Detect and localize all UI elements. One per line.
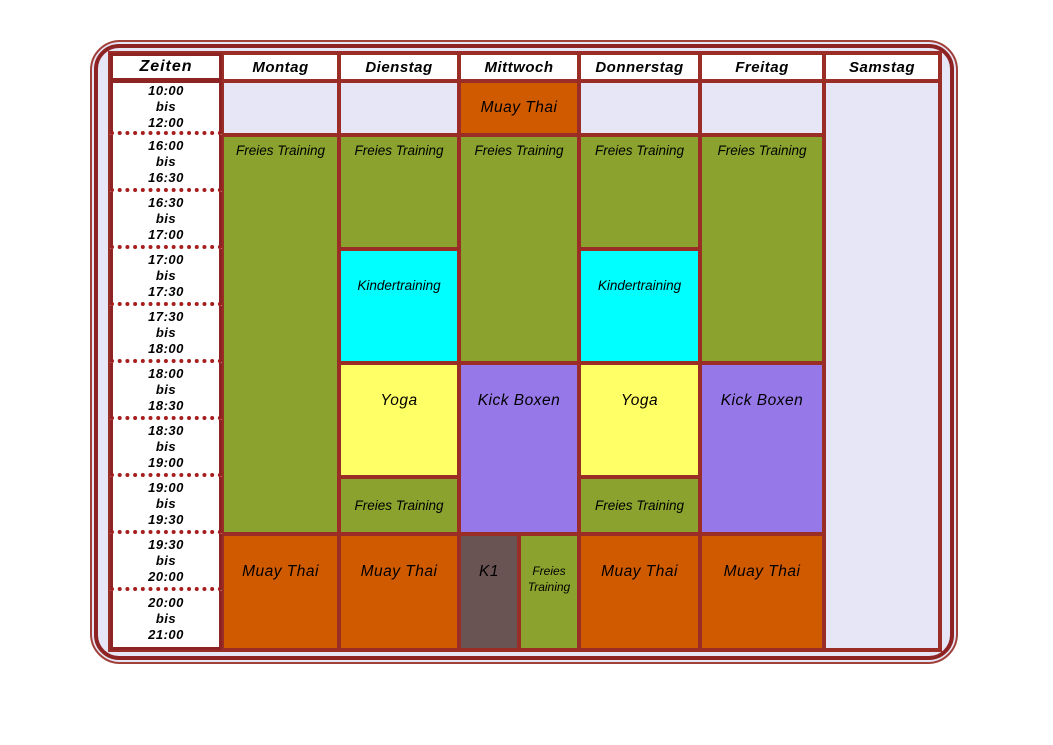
event-label: Muay Thai xyxy=(723,563,801,580)
event-yoga-donnerstag-r7 xyxy=(579,363,700,477)
event-muay-thai-donnerstag-r10 xyxy=(579,534,700,650)
event-label: Muay Thai xyxy=(601,563,678,580)
empty-cell-samstag-column xyxy=(824,81,940,650)
event-freies-training-dienstag-r3 xyxy=(339,135,459,249)
time-column-header: Zeiten xyxy=(110,53,222,81)
event-label: Muay Thai xyxy=(360,563,438,580)
time-slot-7-separator: bis xyxy=(155,495,177,511)
time-slot-5-end: 18:30 xyxy=(148,397,184,413)
event-label: Freies Training xyxy=(717,143,807,158)
time-slot-8 xyxy=(110,534,222,591)
time-slot-0 xyxy=(110,81,222,135)
time-slot-6 xyxy=(110,420,222,477)
event-label: Kick Boxen xyxy=(720,392,804,409)
time-slot-5-start: 18:00 xyxy=(148,365,184,381)
day-header-dienstag: Dienstag xyxy=(339,53,459,81)
day-header-samstag: Samstag xyxy=(824,53,940,81)
time-slot-4 xyxy=(110,306,222,363)
event-yoga-dienstag-r7 xyxy=(339,363,459,477)
event-label: Kindertraining xyxy=(357,278,441,293)
time-slot-5-separator: bis xyxy=(155,381,177,397)
time-slot-6-separator: bis xyxy=(155,438,177,454)
event-label: Freies Training xyxy=(474,143,564,158)
weekly-schedule-table xyxy=(108,51,942,652)
time-slot-1-separator: bis xyxy=(155,153,177,169)
event-kick-boxen-freitag-r7 xyxy=(700,363,824,534)
time-slot-8-end: 20:00 xyxy=(148,568,184,584)
day-header-freitag: Freitag xyxy=(700,53,824,81)
time-slot-9-start: 20:00 xyxy=(148,595,184,610)
event-label: Yoga xyxy=(380,392,418,409)
event-kindertraining-dienstag-r5 xyxy=(339,249,459,363)
time-slot-1 xyxy=(110,135,222,192)
day-header-montag: Montag xyxy=(222,53,339,81)
event-freies-training-donnerstag-r9 xyxy=(579,477,700,534)
time-slot-0-end: 12:00 xyxy=(148,115,184,130)
time-slot-7-start: 19:00 xyxy=(148,479,184,495)
time-slot-3-separator: bis xyxy=(155,267,177,283)
event-freies-training-dienstag-r9 xyxy=(339,477,459,534)
time-slot-8-separator: bis xyxy=(155,552,177,568)
time-slot-2-end: 17:00 xyxy=(148,226,184,242)
event-muay-thai-freitag-r10 xyxy=(700,534,824,650)
time-slot-6-start: 18:30 xyxy=(148,422,184,438)
time-slot-4-separator: bis xyxy=(155,324,177,340)
time-slot-9 xyxy=(110,591,222,650)
schedule-grid xyxy=(110,53,940,650)
time-slot-1-start: 16:00 xyxy=(148,137,184,153)
event-label: Freies Training xyxy=(235,143,326,158)
empty-cell-freitag xyxy=(700,81,824,135)
time-slot-2 xyxy=(110,192,222,249)
event-kindertraining-donnerstag-r5 xyxy=(579,249,700,363)
event-freies-training-mittwoch-r3 xyxy=(459,135,579,363)
empty-cell-montag xyxy=(222,81,339,135)
event-label: Freies Training xyxy=(594,143,685,158)
time-slot-9-end: 21:00 xyxy=(148,627,184,642)
time-slot-9-separator: bis xyxy=(155,611,177,626)
empty-cell-donnerstag xyxy=(579,81,700,135)
event-label: Freies Training xyxy=(527,564,571,594)
time-slot-1-end: 16:30 xyxy=(148,169,184,185)
time-slot-4-end: 18:00 xyxy=(148,340,184,356)
event-label: Freies Training xyxy=(354,498,444,513)
day-header-mittwoch: Mittwoch xyxy=(459,53,579,81)
time-slot-7 xyxy=(110,477,222,534)
time-slot-6-end: 19:00 xyxy=(148,454,184,470)
event-label: Freies Training xyxy=(354,143,444,158)
time-slot-3-start: 17:00 xyxy=(148,251,184,267)
event-label: Yoga xyxy=(620,392,659,409)
day-header-donnerstag: Donnerstag xyxy=(579,53,700,81)
event-muay-thai-mittwoch-r2 xyxy=(459,81,579,135)
event-label: Kindertraining xyxy=(597,278,682,293)
event-k1-mittwoch-r10 xyxy=(459,534,519,650)
time-slot-5 xyxy=(110,363,222,420)
event-label: Kick Boxen xyxy=(477,392,561,409)
time-slot-0-separator: bis xyxy=(155,99,177,114)
empty-cell-dienstag xyxy=(339,81,459,135)
time-slot-4-start: 17:30 xyxy=(148,308,184,324)
event-label: K1 xyxy=(479,563,499,580)
time-slot-3-end: 17:30 xyxy=(148,283,184,299)
event-freies-training-montag-r3 xyxy=(222,135,339,534)
event-label: Freies Training xyxy=(594,498,685,513)
event-freies-training-donnerstag-r3 xyxy=(579,135,700,249)
event-label: Muay Thai xyxy=(242,563,319,580)
event-label: Muay Thai xyxy=(480,99,558,116)
time-slot-7-end: 19:30 xyxy=(148,511,184,527)
event-kick-boxen-mittwoch-r7 xyxy=(459,363,579,534)
time-slot-8-start: 19:30 xyxy=(148,536,184,552)
time-slot-3 xyxy=(110,249,222,306)
event-muay-thai-dienstag-r10 xyxy=(339,534,459,650)
event-freies-training-freitag-r3 xyxy=(700,135,824,363)
time-slot-0-start: 10:00 xyxy=(148,83,184,98)
time-slot-2-separator: bis xyxy=(155,210,177,226)
event-freies-training-mittwoch-r10 xyxy=(519,534,579,650)
event-muay-thai-montag-r10 xyxy=(222,534,339,650)
time-slot-2-start: 16:30 xyxy=(148,194,184,210)
